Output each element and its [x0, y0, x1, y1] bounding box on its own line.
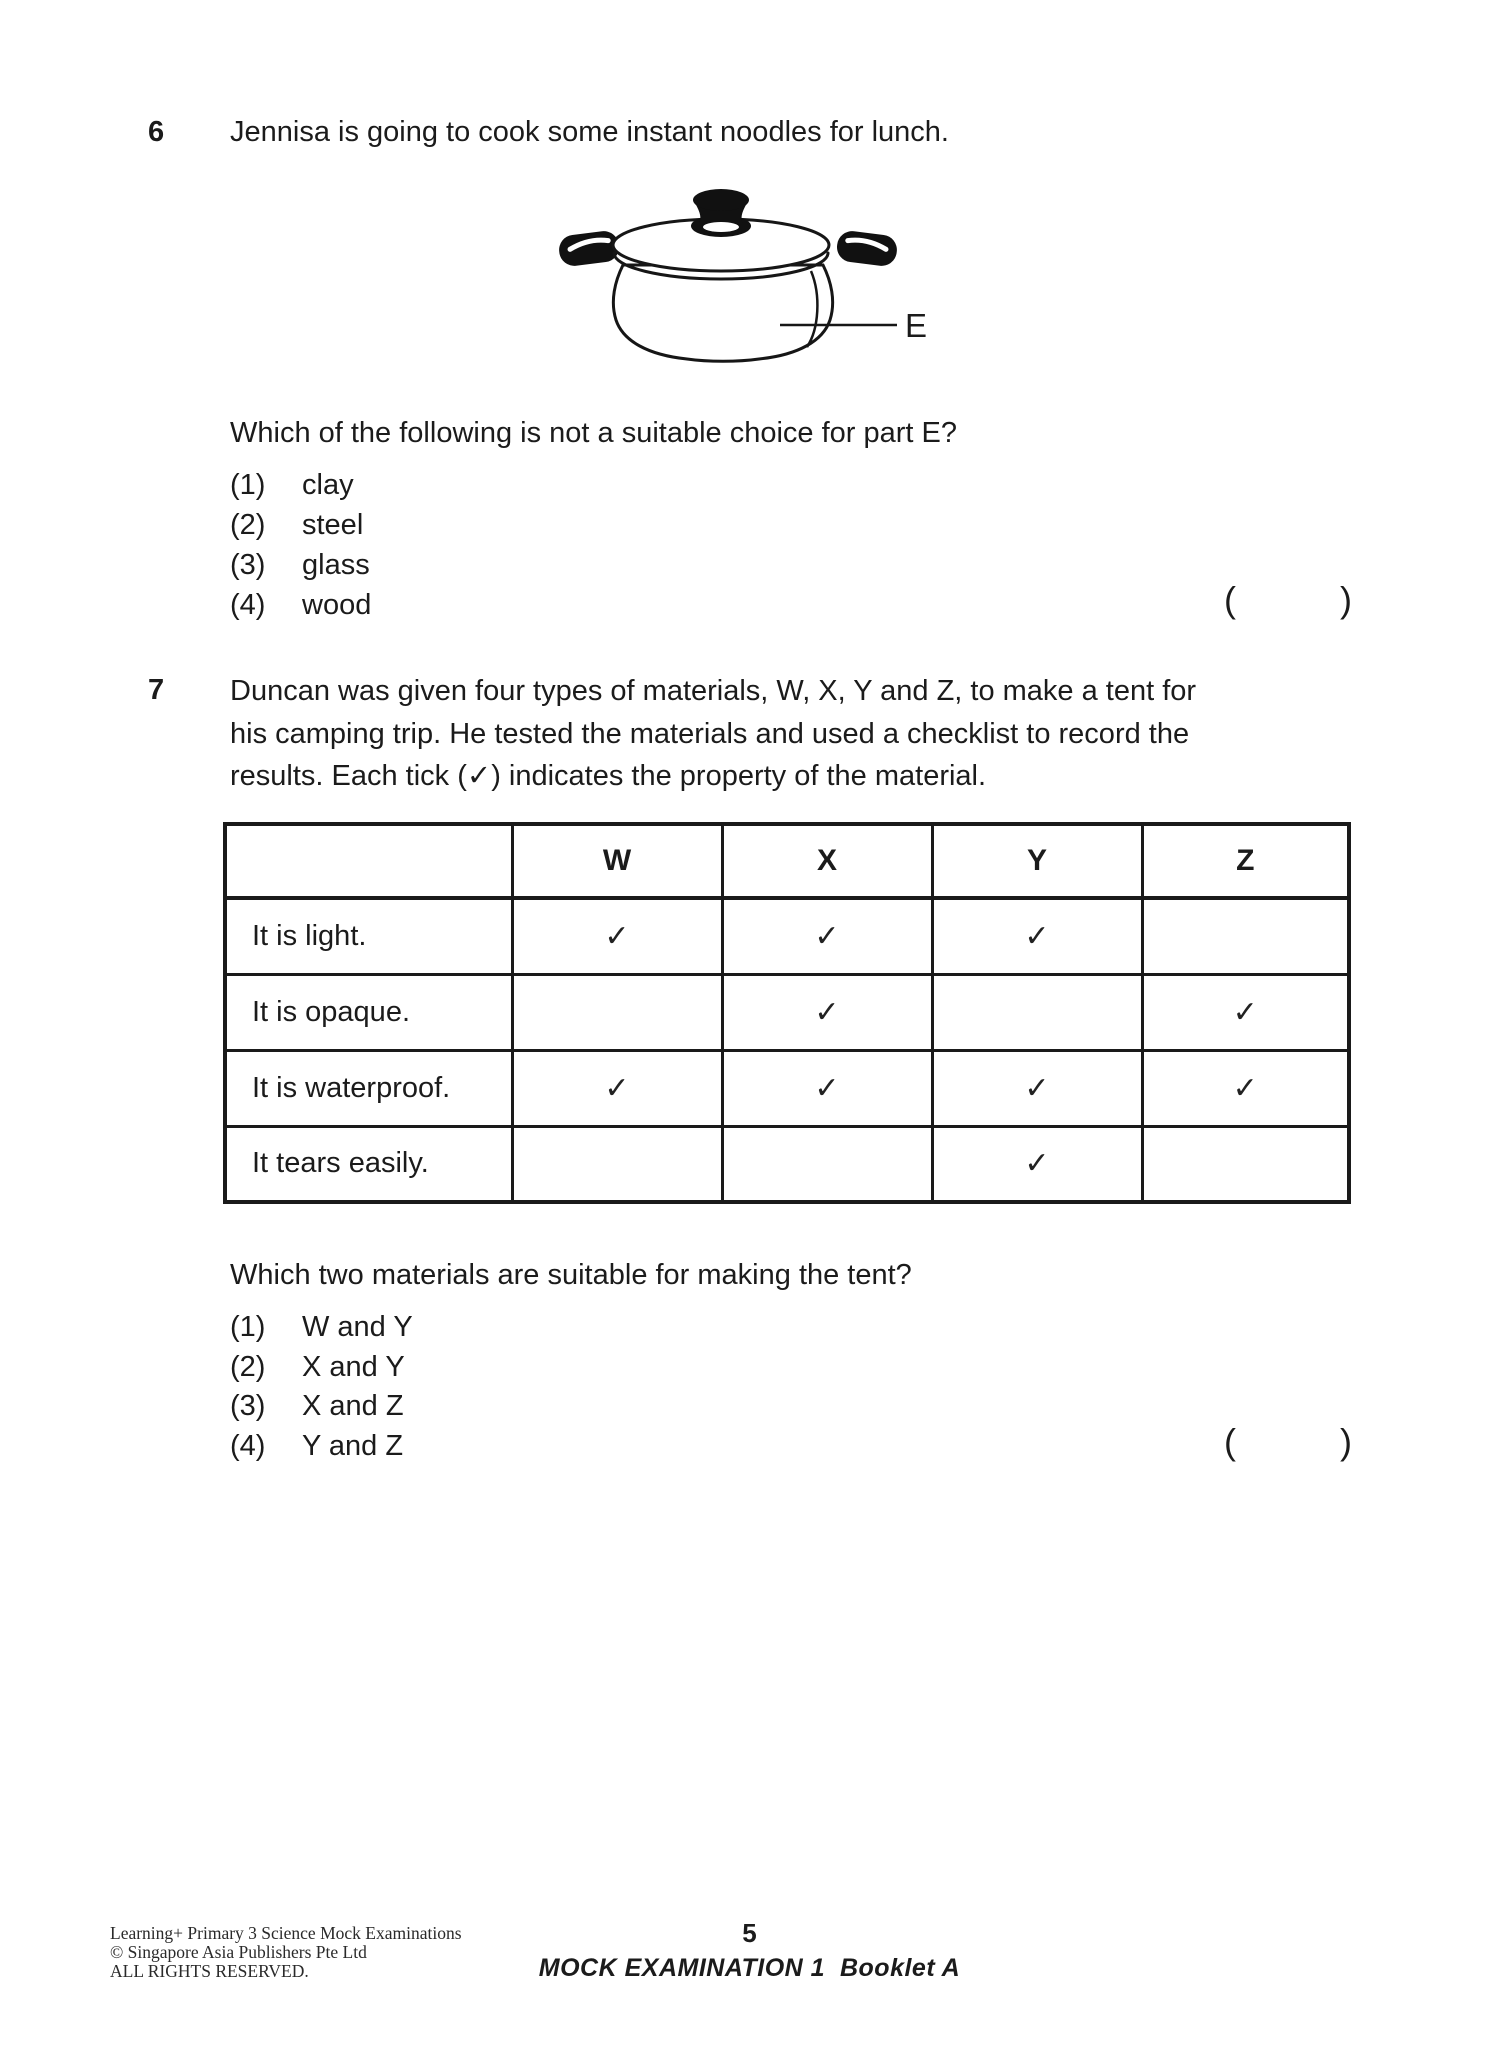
- table-header-cell: [225, 824, 512, 898]
- property-label-cell: It is opaque.: [225, 974, 512, 1050]
- option-row: [230, 586, 371, 626]
- option-number: (3): [230, 549, 266, 581]
- option-row: [230, 546, 371, 586]
- option-number: (3): [230, 1390, 266, 1422]
- tick-cell: [512, 974, 722, 1050]
- tick-cell: [722, 1126, 932, 1202]
- pot-right-handle: [835, 229, 898, 267]
- question-6-answer-bracket: [1224, 578, 1352, 622]
- tick-cell: ✓: [722, 1050, 932, 1126]
- table-header-cell-w: W: [512, 824, 722, 898]
- table-row: [225, 974, 1349, 1050]
- stem-line: results. Each tick (✓) indicates the property of the material.: [230, 760, 987, 792]
- option-number: (2): [230, 1350, 266, 1383]
- option-text: wood: [302, 589, 372, 621]
- table-header-cell-z: Z: [1142, 824, 1349, 898]
- option-row: [230, 506, 371, 546]
- property-label-cell: It is waterproof.: [225, 1050, 512, 1126]
- tick-cell: ✓: [932, 898, 1142, 974]
- option-row: [230, 1348, 413, 1388]
- tick-cell: ✓: [1142, 974, 1349, 1050]
- tick-cell: ✓: [932, 1050, 1142, 1126]
- tick-cell: ✓: [512, 898, 722, 974]
- option-text: steel: [302, 509, 364, 541]
- question-6-prompt: Which of the following is not a suitable choice for part E?: [230, 417, 957, 449]
- booklet-title: MOCK EXAMINATION 1 Booklet A: [538, 1954, 961, 1982]
- tick-cell: ✓: [722, 898, 932, 974]
- question-6-number: 6: [148, 116, 165, 148]
- question-6-options: [230, 466, 371, 626]
- question-7-number: 7: [148, 674, 165, 706]
- option-row: [230, 466, 371, 506]
- tick-cell: ✓: [722, 974, 932, 1050]
- option-row: [230, 1308, 413, 1348]
- tick-cell: [932, 974, 1142, 1050]
- pot-knob: [691, 189, 751, 237]
- tick-cell: [1142, 898, 1349, 974]
- property-label-cell: It tears easily.: [225, 1126, 512, 1202]
- property-label-cell: It is light.: [225, 898, 512, 974]
- table-header-cell-x: X: [722, 824, 932, 898]
- copyright-line: © Singapore Asia Publishers Pte Ltd: [110, 1942, 367, 1962]
- tick-cell: ✓: [1142, 1050, 1349, 1126]
- option-number: (1): [230, 1311, 266, 1343]
- bracket-open: (: [1224, 579, 1236, 620]
- option-number: (4): [230, 1429, 266, 1462]
- question-7-answer-bracket: [1224, 1420, 1352, 1464]
- pot-figure: [545, 183, 945, 378]
- option-text: X and Y: [302, 1350, 405, 1383]
- materials-table: [223, 822, 1351, 1204]
- stem-line: his camping trip. He tested the materials and used a checklist to record the: [230, 717, 1190, 750]
- table-header-row: [225, 824, 1349, 898]
- copyright-line: Learning+ Primary 3 Science Mock Examinations: [110, 1923, 462, 1943]
- option-text: Y and Z: [302, 1429, 404, 1462]
- option-row: [230, 1387, 413, 1427]
- tick-cell: ✓: [512, 1050, 722, 1126]
- question-6-stem: Jennisa is going to cook some instant noodles for lunch.: [230, 116, 949, 148]
- table-row: [225, 1126, 1349, 1202]
- pot-left-handle: [557, 229, 620, 267]
- tick-cell: ✓: [932, 1126, 1142, 1202]
- part-label-e: E: [905, 307, 928, 344]
- question-7-prompt: Which two materials are suitable for making the tent?: [230, 1259, 912, 1291]
- copyright-line: ALL RIGHTS RESERVED.: [110, 1961, 309, 1981]
- option-number: (4): [230, 589, 266, 621]
- question-7-stem: [230, 670, 1196, 798]
- option-text: glass: [302, 549, 370, 581]
- option-row: [230, 1427, 413, 1467]
- bracket-open: (: [1224, 1421, 1236, 1462]
- option-text: clay: [302, 469, 354, 501]
- bracket-close: ): [1340, 579, 1352, 620]
- bracket-close: ): [1340, 1421, 1352, 1462]
- page-number: 5: [742, 1918, 757, 1948]
- pot-illustration: [545, 183, 945, 378]
- table-header-cell-y: Y: [932, 824, 1142, 898]
- tick-cell: [512, 1126, 722, 1202]
- footer-center: [0, 1920, 1499, 1983]
- option-number: (2): [230, 509, 266, 541]
- option-number: (1): [230, 469, 266, 501]
- option-text: W and Y: [302, 1311, 413, 1343]
- option-text: X and Z: [302, 1390, 404, 1422]
- stem-line: Duncan was given four types of materials, W, X, Y and Z, to make a tent for: [230, 675, 1197, 707]
- tick-cell: [1142, 1126, 1349, 1202]
- table-row: [225, 1050, 1349, 1126]
- table-row: [225, 898, 1349, 974]
- question-7-options: [230, 1308, 413, 1466]
